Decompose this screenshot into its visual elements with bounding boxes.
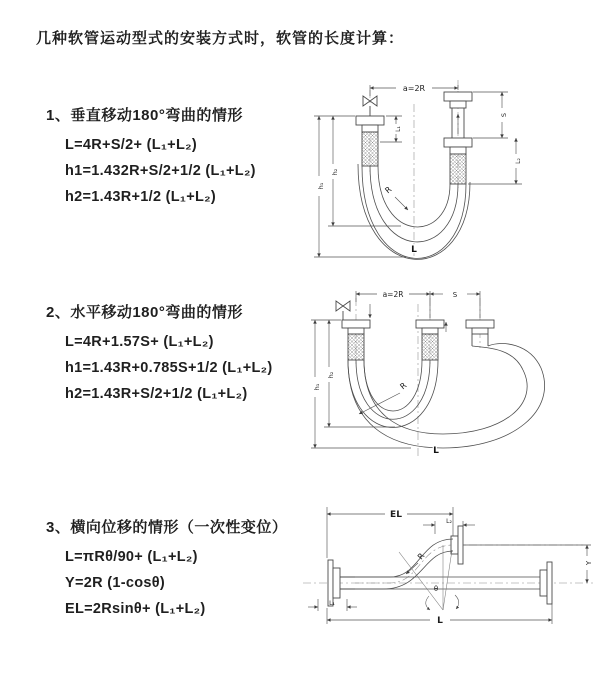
dim-label-l1: L₁ <box>329 600 335 607</box>
centerlines <box>370 80 458 259</box>
dim-label-a2r: a=2R <box>382 290 404 299</box>
formula-h2: h2=1.43R+1/2 (L₁+L₂) <box>65 189 217 205</box>
section-horizontal-180 <box>46 301 273 407</box>
formula-l: L=4R+1.57S+ (L₁+L₂) <box>65 334 214 350</box>
dim-label-l2: L₂ <box>515 158 522 164</box>
formula-y: Y=2R (1-cosθ) <box>65 575 165 591</box>
dim-label-el: EL <box>390 510 402 520</box>
section-2-heading: 2、水平移动180°弯曲的情形 <box>46 304 243 321</box>
dim-label-a2r: a=2R <box>402 84 426 93</box>
diagram-vertical-180 <box>306 76 592 262</box>
left-fitting <box>356 116 384 166</box>
dim-label-y: Y <box>585 560 593 566</box>
valve-icon <box>363 96 377 116</box>
dim-label-h1: h₁ <box>313 383 321 391</box>
dim-label-l1: L₁ <box>395 126 402 132</box>
dimension-h1 <box>314 116 406 257</box>
radius-text: R <box>398 380 409 392</box>
dimension-s <box>473 92 508 138</box>
section-vertical-180 <box>46 104 256 210</box>
dim-label-s: S <box>500 112 508 118</box>
right-fitting <box>444 92 472 184</box>
angle-label: θ <box>433 585 439 593</box>
valve-icon <box>336 301 350 320</box>
dim-label-h1: h₁ <box>317 182 325 190</box>
formula-h1: h1=1.432R+S/2+1/2 (L₁+L₂) <box>65 163 256 179</box>
section-lateral-displacement <box>46 516 287 622</box>
diagram-lateral-displacement <box>295 498 600 643</box>
page-title: 几种软管运动型式的安装方式时，软管的长度计算： <box>36 30 405 47</box>
formula-h2: h2=1.43R+S/2+1/2 (L₁+L₂) <box>65 386 248 402</box>
length-label: L <box>433 446 439 456</box>
dimension-l <box>327 604 552 626</box>
formula-el: EL=2Rsinθ+ (L₁+L₂) <box>65 601 206 617</box>
dim-label-l2: L₂ <box>446 518 452 525</box>
dimension-l1 <box>308 599 357 611</box>
radius-text: R <box>383 184 394 196</box>
dim-label-s: S <box>452 291 458 299</box>
hose-s-curve <box>355 539 453 589</box>
section-3-heading: 3、横向位移的情形（一次性变位） <box>46 519 288 536</box>
radius-text: R <box>415 551 427 562</box>
formula-l: L=4R+S/2+ (L₁+L₂) <box>65 137 197 153</box>
dim-label-h2: h₂ <box>327 371 335 379</box>
dim-label-h2: h₂ <box>331 168 339 176</box>
dim-label-l: L <box>437 616 443 626</box>
formula-h1: h1=1.43R+0.785S+1/2 (L₁+L₂) <box>65 360 273 376</box>
diagram-horizontal-180 <box>303 282 600 458</box>
section-1-heading: 1、垂直移动180°弯曲的情形 <box>46 107 243 124</box>
hose-tight-u <box>348 360 438 428</box>
formula-l: L=πRθ/90+ (L₁+L₂) <box>65 549 198 565</box>
dimension-l2 <box>468 138 522 184</box>
right-flange <box>540 562 552 604</box>
length-label: L <box>411 245 417 255</box>
hose-wide-u <box>348 344 545 448</box>
dimension-l2 <box>423 518 475 534</box>
